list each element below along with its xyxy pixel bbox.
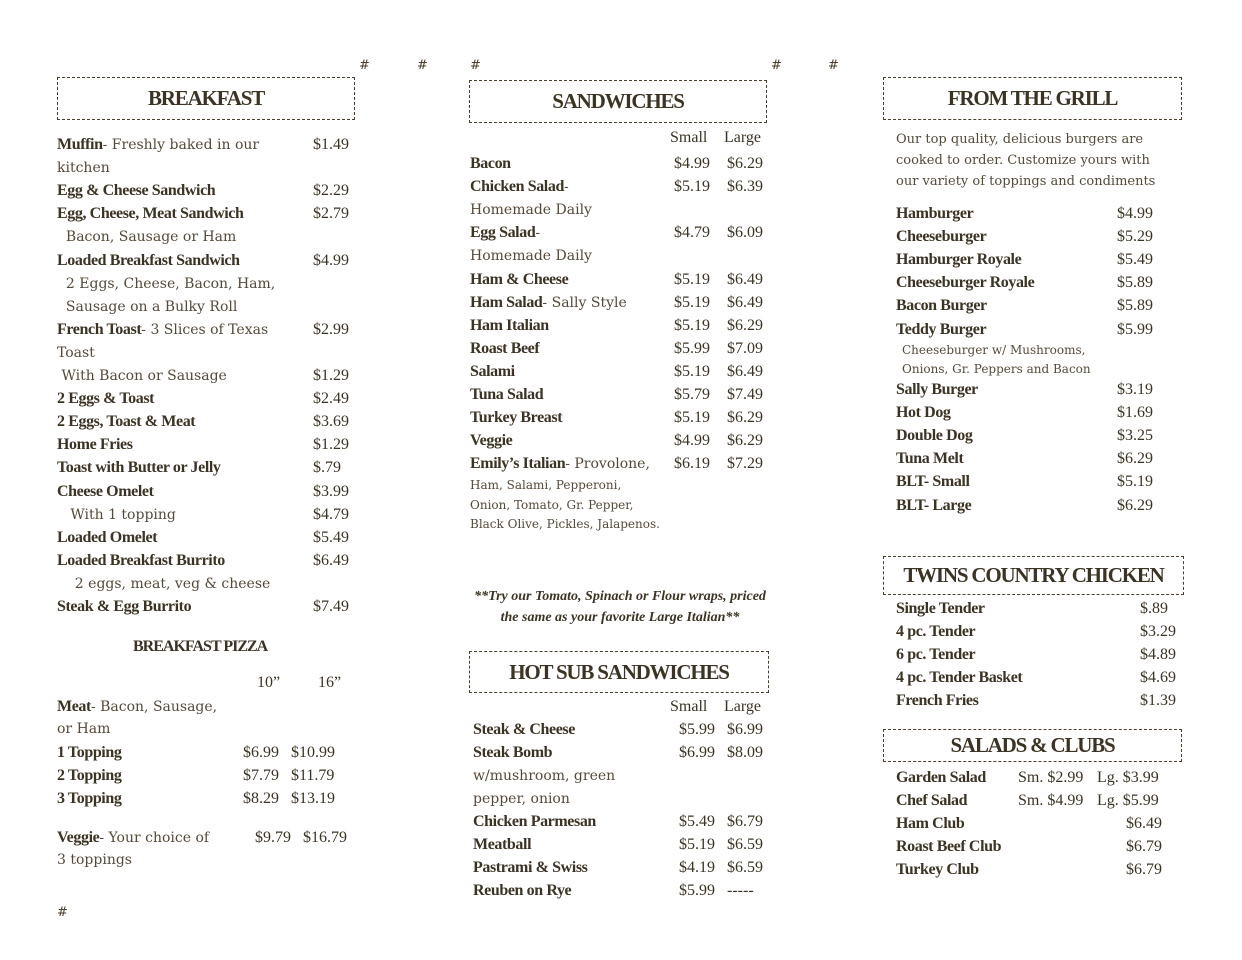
item-name: Salami <box>470 362 515 380</box>
pizza-veggie-desc: 3 toppings <box>57 852 132 868</box>
price-large: $6.29 <box>727 409 763 427</box>
item-price: $1.29 <box>313 367 349 384</box>
item-price: $6.29 <box>1117 496 1153 514</box>
price-small: $5.19 <box>674 362 710 380</box>
item-name: Veggie <box>57 829 100 846</box>
emily-desc-1: Ham, Salami, Pepperoni, <box>470 478 622 492</box>
item-name: Reuben on Rye <box>473 882 572 899</box>
price-small: $5.19 <box>674 178 710 196</box>
item-name: Garden Salad <box>896 769 986 786</box>
price-large: $6.49 <box>727 362 763 380</box>
chicken-heading: TWINS COUNTRY CHICKEN <box>883 556 1184 595</box>
price-small: $4.19 <box>679 859 715 876</box>
item-name: Meat <box>57 698 91 715</box>
item-price: $1.69 <box>1117 404 1153 422</box>
teddy-desc-1: Cheeseburger w/ Mushrooms, <box>902 343 1086 357</box>
menu-item <box>57 410 195 433</box>
pizza-size-large: 16” <box>318 674 342 691</box>
menu-item <box>896 643 975 666</box>
item-price: $6.49 <box>313 551 349 569</box>
price-large: $7.09 <box>727 339 763 357</box>
item-desc: With Bacon or Sausage <box>57 368 227 384</box>
item-desc-line <box>57 156 110 180</box>
item-price: $1.29 <box>313 436 349 454</box>
menu-item <box>896 620 975 643</box>
price-large: $11.79 <box>291 767 335 784</box>
item-price: $6.49 <box>1126 815 1162 833</box>
item-desc-line <box>57 225 236 249</box>
price-small: $4.99 <box>674 432 710 450</box>
menu-item <box>473 879 571 902</box>
page-mark: # <box>359 58 370 73</box>
emily-desc-2: Onion, Tomato, Gr. Pepper, <box>470 498 634 512</box>
item-name: Hamburger <box>896 205 974 222</box>
menu-item <box>57 433 133 456</box>
item-price: $3.69 <box>313 413 349 431</box>
menu-item <box>896 294 987 317</box>
menu-item <box>470 429 512 452</box>
price-small: $7.79 <box>243 767 279 784</box>
item-price: $3.99 <box>313 482 349 500</box>
price-large: $6.49 <box>727 270 763 288</box>
item-price: $5.49 <box>313 528 349 546</box>
item-name: 4 pc. Tender Basket <box>896 669 1023 687</box>
menu-item <box>896 689 978 712</box>
menu-item <box>896 225 986 248</box>
menu-item <box>470 268 568 291</box>
price-small: Sm. $2.99 <box>1018 769 1084 786</box>
item-price: $4.79 <box>313 505 349 523</box>
item-desc: With 1 topping <box>57 506 176 523</box>
price-large: $6.29 <box>727 155 763 172</box>
item-price: $7.49 <box>313 598 349 615</box>
menu-item <box>896 424 972 447</box>
price-large: $6.49 <box>727 293 763 311</box>
item-name: 1 Topping <box>57 744 122 761</box>
price-small: $5.79 <box>674 386 710 403</box>
teddy-desc-2: Onions, Gr. Peppers and Bacon <box>902 362 1091 376</box>
item-desc: - Bacon, Sausage, <box>90 699 218 715</box>
menu-item <box>470 360 515 383</box>
item-name: Toast with Butter or Jelly <box>57 459 221 477</box>
item-name: Bacon Burger <box>896 297 987 315</box>
price-large: ----- <box>727 882 754 899</box>
item-price: $5.19 <box>1117 473 1153 491</box>
item-price: $6.29 <box>1117 450 1153 468</box>
item-price: $2.99 <box>313 320 349 338</box>
price-large: Lg. $5.99 <box>1097 792 1159 810</box>
item-name: Bacon <box>470 155 511 172</box>
page-mark: # <box>828 58 839 73</box>
item-price: $3.19 <box>1117 381 1153 398</box>
item-name: Egg & Cheese Sandwich <box>57 182 216 200</box>
breakfast-heading: BREAKFAST <box>57 77 355 120</box>
item-name: Double Dog <box>896 427 973 445</box>
item-desc: - <box>563 179 569 196</box>
item-desc-line <box>57 503 176 527</box>
item-desc-line <box>473 787 570 811</box>
item-price: $5.49 <box>1117 251 1153 269</box>
menu-item <box>896 858 979 881</box>
item-name: 2 Eggs & Toast <box>57 390 155 408</box>
item-desc: kitchen <box>57 160 110 177</box>
item-name: Steak & Cheese <box>473 721 575 738</box>
item-name: Cheeseburger Royale <box>896 274 1035 292</box>
item-price: $6.79 <box>1126 861 1162 879</box>
page-mark: # <box>771 58 782 73</box>
menu-item <box>57 787 121 810</box>
item-name: Sally Burger <box>896 381 978 398</box>
item-name: French Fries <box>896 692 979 710</box>
item-price: $4.69 <box>1140 669 1176 687</box>
price-large: $6.79 <box>727 813 763 830</box>
item-desc: - 3 Slices of Texas <box>141 321 269 338</box>
item-price: $5.29 <box>1117 228 1153 246</box>
price-large: $10.99 <box>291 744 335 761</box>
item-name: Tuna Salad <box>470 386 544 403</box>
menu-item <box>57 741 121 764</box>
item-desc: w/mushroom, green <box>473 768 616 784</box>
item-desc: - Freshly baked in our <box>102 137 260 153</box>
item-name: Loaded Breakfast Sandwich <box>57 251 240 269</box>
price-small: $4.79 <box>674 224 710 242</box>
menu-item <box>896 248 1021 271</box>
menu-item <box>473 856 587 879</box>
menu-item <box>896 666 1022 689</box>
item-name: Loaded Breakfast Burrito <box>57 551 225 569</box>
item-desc: - Sally Style <box>542 294 627 311</box>
item-price: $4.99 <box>1117 205 1153 222</box>
item-name: Roast Beef Club <box>896 838 1002 856</box>
menu-item <box>57 202 243 225</box>
menu-item <box>473 833 531 856</box>
item-name: Loaded Omelet <box>57 528 158 546</box>
menu-item <box>57 318 268 342</box>
item-name: Teddy Burger <box>896 320 987 338</box>
item-price: $1.49 <box>313 136 349 153</box>
menu-item <box>470 291 627 315</box>
item-price: $6.79 <box>1126 838 1162 856</box>
item-desc: 2 Eggs, Cheese, Bacon, Ham, <box>57 275 276 292</box>
sandwiches-heading: SANDWICHES <box>469 80 767 123</box>
menu-item <box>470 175 569 199</box>
item-price: $1.39 <box>1140 692 1176 710</box>
item-name: Home Fries <box>57 436 133 454</box>
menu-item <box>896 318 986 341</box>
hot-sub-heading: HOT SUB SANDWICHES <box>469 651 769 693</box>
item-name: 6 pc. Tender <box>896 646 976 664</box>
item-desc: Sausage on a Bulky Roll <box>57 298 238 315</box>
item-desc: Homemade Daily <box>470 202 592 219</box>
menu-item <box>470 314 549 337</box>
item-name: 3 Topping <box>57 790 122 807</box>
price-small: $6.99 <box>243 744 279 761</box>
price-large: $6.39 <box>727 178 763 196</box>
menu-item <box>57 387 154 410</box>
grill-intro-3: our variety of toppings and condiments <box>896 174 1156 189</box>
page-mark: # <box>417 58 428 73</box>
item-price: $.79 <box>313 459 341 477</box>
menu-item <box>896 470 970 493</box>
price-large: Lg. $3.99 <box>1097 769 1159 786</box>
item-name: Ham Salad <box>470 293 543 311</box>
price-small: $8.29 <box>243 790 279 807</box>
price-large: $6.59 <box>727 859 763 876</box>
item-desc-line <box>470 244 592 268</box>
item-price: $5.89 <box>1117 297 1153 315</box>
price-small: $5.19 <box>674 409 710 427</box>
item-name: Chef Salad <box>896 792 968 810</box>
wrap-note: **Try our Tomato, Spinach or Flour wraps, priced the same as your favorite Large Italian** <box>474 589 766 625</box>
item-name: Ham & Cheese <box>470 270 569 288</box>
price-small: $4.99 <box>674 155 710 172</box>
price-large: $6.09 <box>727 224 763 242</box>
menu-item <box>896 812 964 835</box>
item-name: 4 pc. Tender <box>896 623 976 641</box>
price-small: Sm. $4.99 <box>1018 792 1084 810</box>
menu-item <box>57 526 157 549</box>
item-name: BLT- Large <box>896 496 972 514</box>
item-name: Ham Italian <box>470 316 549 334</box>
item-price: $4.99 <box>313 251 349 269</box>
price-large: $7.29 <box>727 455 763 473</box>
item-name: 2 Topping <box>57 767 122 784</box>
price-large: $6.29 <box>727 316 763 334</box>
item-desc: Bacon, Sausage or Ham <box>57 229 237 246</box>
menu-item <box>896 447 963 470</box>
item-name: Steak & Egg Burrito <box>57 598 192 615</box>
item-name: Pastrami & Swiss <box>473 859 588 876</box>
grill-intro-1: Our top quality, delicious burgers are <box>896 132 1144 147</box>
item-name: Cheese Omelet <box>57 482 154 500</box>
item-name: Emily’s Italian <box>470 455 566 473</box>
menu-item <box>896 597 985 620</box>
item-price: $5.99 <box>1117 320 1153 338</box>
item-name: Turkey Breast <box>470 409 563 427</box>
col-small-label: Small <box>670 698 708 715</box>
price-large: $7.49 <box>727 386 763 403</box>
price-small: $5.19 <box>679 836 715 853</box>
item-name: Single Tender <box>896 600 985 617</box>
price-large: $8.09 <box>727 744 763 761</box>
pizza-meat-desc: or Ham <box>57 721 111 737</box>
item-name: Tuna Melt <box>896 450 964 468</box>
item-price: $3.25 <box>1117 427 1153 445</box>
menu-item <box>57 249 240 272</box>
item-name: Ham Club <box>896 815 965 833</box>
item-name: Roast Beef <box>470 339 540 357</box>
item-desc-line <box>470 198 592 222</box>
price-small: $5.19 <box>674 270 710 288</box>
menu-item <box>57 549 225 572</box>
item-name: Meatball <box>473 836 532 853</box>
item-name: French Toast <box>57 320 142 338</box>
item-price: $.89 <box>1140 600 1168 617</box>
item-desc: pepper, onion <box>473 791 570 807</box>
pizza-veggie-row <box>57 826 209 850</box>
item-desc: Toast <box>57 344 95 361</box>
menu-item <box>896 789 967 812</box>
grill-heading: FROM THE GRILL <box>883 77 1182 120</box>
menu-item <box>57 179 215 202</box>
menu-item <box>470 152 511 175</box>
salads-heading: SALADS & CLUBS <box>883 729 1182 762</box>
item-name: Muffin <box>57 136 103 153</box>
item-desc-line <box>57 364 227 388</box>
item-price: $4.89 <box>1140 646 1176 664</box>
menu-item <box>470 452 650 476</box>
price-large: $16.79 <box>303 829 347 846</box>
pizza-meat-row <box>57 695 217 719</box>
item-desc: 2 eggs, meat, veg & cheese <box>57 575 271 592</box>
menu-item <box>57 480 154 503</box>
menu-item <box>470 221 540 245</box>
menu-item <box>57 764 121 787</box>
menu-item <box>896 766 986 789</box>
item-name: Hot Dog <box>896 404 951 422</box>
pizza-size-small: 10” <box>257 674 281 691</box>
item-price: $2.49 <box>313 390 349 408</box>
price-small: $5.19 <box>674 316 710 334</box>
menu-item <box>896 202 973 225</box>
item-price: $2.79 <box>313 205 349 223</box>
price-small: $5.99 <box>679 721 715 738</box>
item-name: Egg Salad <box>470 224 536 242</box>
page-mark: # <box>57 905 68 920</box>
menu-item <box>57 133 259 157</box>
menu-item <box>57 456 221 479</box>
item-name: Hamburger Royale <box>896 251 1022 269</box>
item-desc: - <box>535 225 541 242</box>
menu-item <box>473 718 575 741</box>
price-large: $6.99 <box>727 721 763 738</box>
price-small: $5.49 <box>679 813 715 830</box>
menu-item <box>470 383 543 406</box>
item-name: Chicken Salad <box>470 178 564 196</box>
item-name: Egg, Cheese, Meat Sandwich <box>57 205 244 223</box>
menu-item <box>470 406 562 429</box>
item-desc-line <box>57 341 95 365</box>
price-small: $9.79 <box>255 829 291 846</box>
item-price: $5.89 <box>1117 274 1153 292</box>
item-price: $2.29 <box>313 182 349 200</box>
item-desc-line <box>57 272 275 296</box>
grill-intro-2: cooked to order. Customize yours with <box>896 153 1150 168</box>
item-desc-line <box>473 764 615 788</box>
item-desc-line <box>57 572 270 596</box>
price-small: $6.99 <box>679 744 715 761</box>
price-small: $5.99 <box>679 882 715 899</box>
price-large: $6.29 <box>727 432 763 450</box>
item-price: $3.29 <box>1140 623 1176 641</box>
item-desc: Homemade Daily <box>470 248 592 265</box>
col-small-label: Small <box>670 129 708 146</box>
item-desc-line <box>57 295 237 319</box>
menu-item <box>896 494 971 517</box>
item-name: Chicken Parmesan <box>473 813 596 830</box>
item-name: 2 Eggs, Toast & Meat <box>57 413 196 431</box>
price-small: $5.99 <box>674 339 710 357</box>
price-large: $6.59 <box>727 836 763 853</box>
item-name: Steak Bomb <box>473 744 553 761</box>
price-small: $5.19 <box>674 293 710 311</box>
item-name: Cheeseburger <box>896 228 987 246</box>
menu-item <box>896 271 1034 294</box>
menu-item <box>896 835 1001 858</box>
menu-item <box>896 378 978 401</box>
breakfast-pizza-heading: BREAKFAST PIZZA <box>133 638 268 655</box>
price-small: $6.19 <box>674 455 710 473</box>
menu-item <box>470 337 539 360</box>
col-large-label: Large <box>724 129 762 146</box>
menu-item <box>57 595 191 618</box>
item-desc: - Provolone, <box>565 456 650 473</box>
menu-item <box>473 741 552 764</box>
price-large: $13.19 <box>291 790 335 807</box>
menu-item <box>473 810 596 833</box>
page-mark: # <box>470 58 481 73</box>
item-desc: - Your choice of <box>99 830 210 846</box>
col-large-label: Large <box>724 698 762 715</box>
item-name: Turkey Club <box>896 861 979 879</box>
menu-item <box>896 401 951 424</box>
emily-desc-3: Black Olive, Pickles, Jalapenos. <box>470 517 660 531</box>
item-name: BLT- Small <box>896 473 970 491</box>
item-name: Veggie <box>470 432 513 450</box>
